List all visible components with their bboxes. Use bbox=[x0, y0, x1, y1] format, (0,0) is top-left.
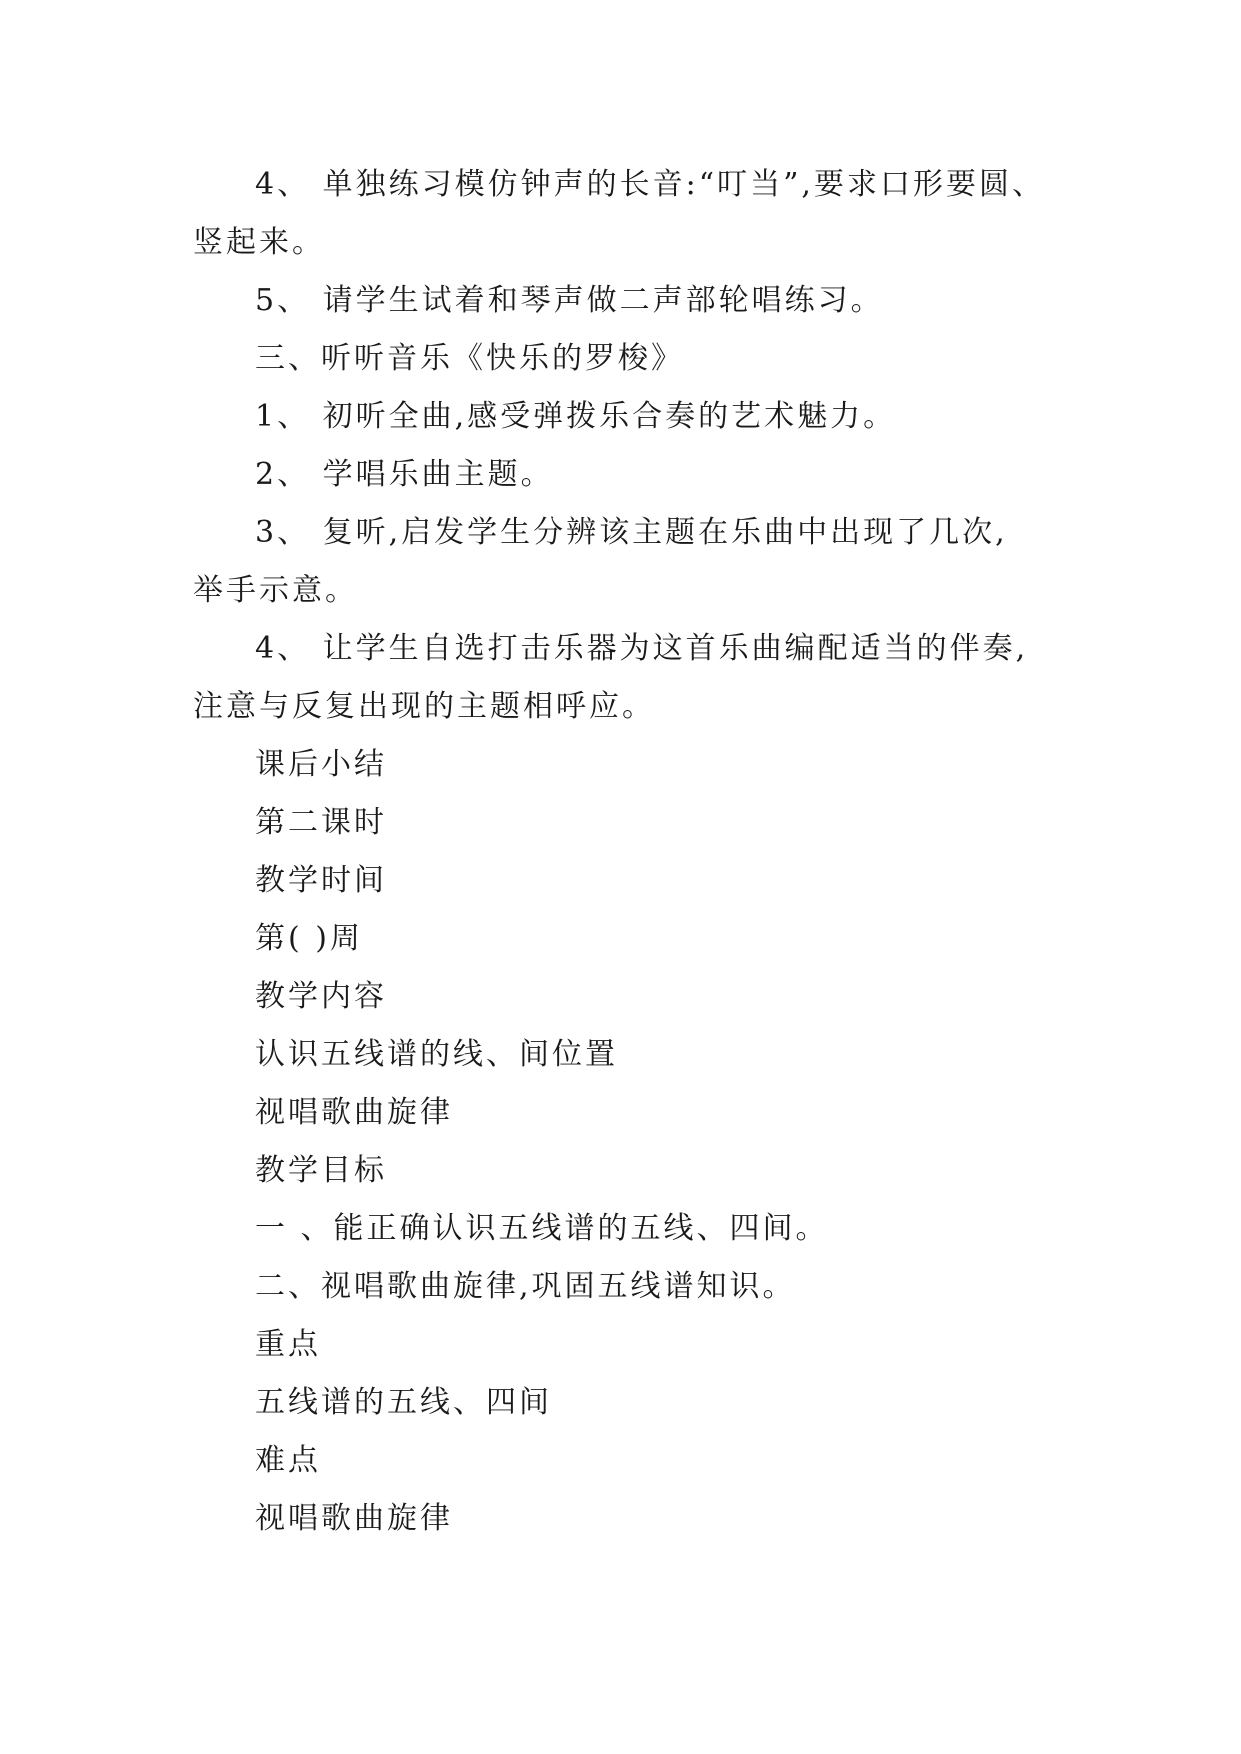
difficulty-label: 难点 bbox=[255, 1443, 321, 1478]
listen-item-4-line-2: 注意与反复出现的主题相呼应。 bbox=[193, 689, 655, 724]
key-point-content: 五线谱的五线、四间 bbox=[255, 1385, 552, 1420]
content-item-2: 视唱歌曲旋律 bbox=[255, 1095, 453, 1130]
key-point-label: 重点 bbox=[255, 1327, 321, 1362]
listen-item-2: 2、 学唱乐曲主题。 bbox=[255, 457, 554, 492]
section-heading-3: 三、听听音乐《快乐的罗梭》 bbox=[255, 341, 684, 376]
paragraph-item-4-line-2: 竖起来。 bbox=[193, 225, 325, 260]
teaching-content-label: 教学内容 bbox=[255, 979, 387, 1014]
after-class-summary: 课后小结 bbox=[255, 747, 387, 782]
listen-item-4-line-1: 4、 让学生自选打击乐器为这首乐曲编配适当的伴奏, bbox=[255, 631, 1029, 666]
teaching-time-label: 教学时间 bbox=[255, 863, 387, 898]
objective-item-1: 一 、能正确认识五线谱的五线、四间。 bbox=[255, 1211, 829, 1246]
listen-item-1: 1、 初听全曲,感受弹拨乐合奏的艺术魅力。 bbox=[255, 399, 897, 434]
difficulty-content: 视唱歌曲旋律 bbox=[255, 1501, 453, 1536]
listen-item-3-line-1: 3、 复听,启发学生分辨该主题在乐曲中出现了几次, bbox=[255, 515, 1008, 550]
paragraph-item-4-line-1: 4、 单独练习模仿钟声的长音:“叮当”,要求口形要圆、 bbox=[255, 167, 1045, 202]
second-lesson-heading: 第二课时 bbox=[255, 805, 387, 840]
objective-item-2: 二、视唱歌曲旋律,巩固五线谱知识。 bbox=[255, 1269, 796, 1304]
teaching-objectives-label: 教学目标 bbox=[255, 1153, 387, 1188]
teaching-week: 第( )周 bbox=[255, 921, 363, 956]
content-item-1: 认识五线谱的线、间位置 bbox=[255, 1037, 618, 1072]
listen-item-3-line-2: 举手示意。 bbox=[193, 573, 358, 608]
paragraph-item-5: 5、 请学生试着和琴声做二声部轮唱练习。 bbox=[255, 283, 884, 318]
